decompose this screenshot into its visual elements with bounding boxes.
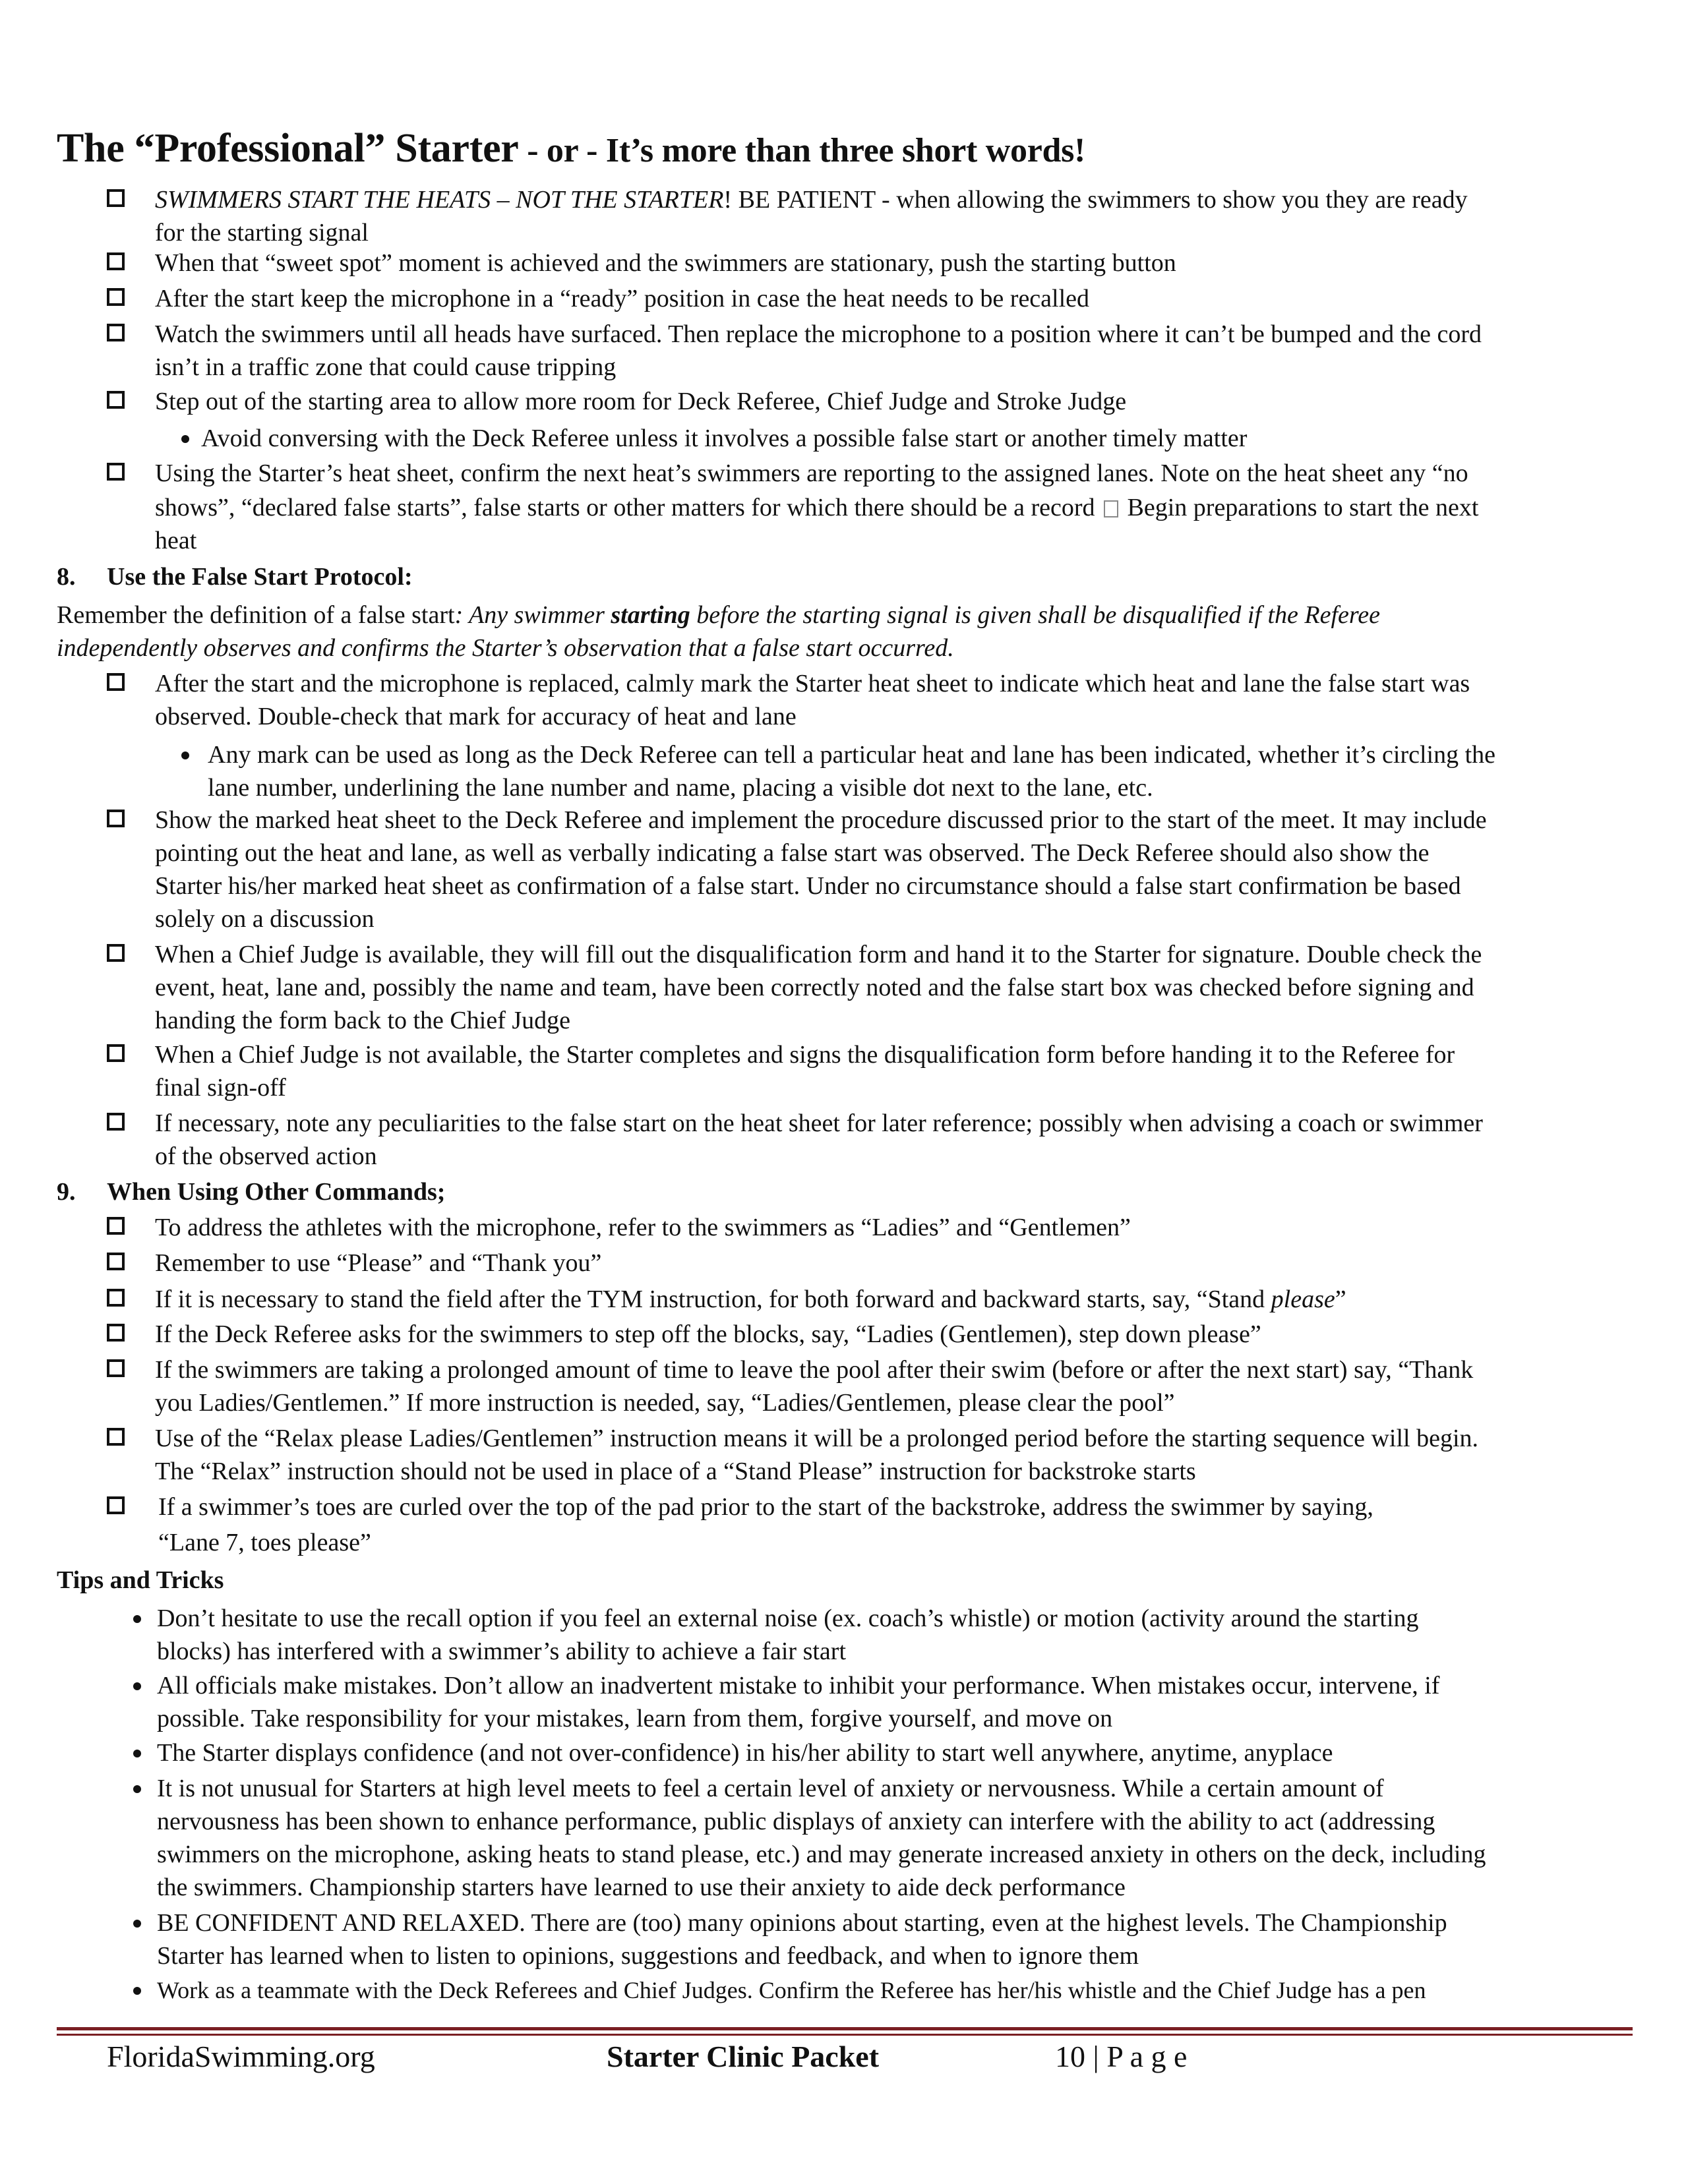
section-heading: When Using Other Commands; <box>107 1178 446 1206</box>
list-item: Watch the swimmers until all heads have surfaced. Then replace the microphone to a position where it can’t be bumped and the cord <box>155 320 1482 348</box>
footer-rule <box>57 2027 1633 2030</box>
list-item: Using the Starter’s heat sheet, confirm the next heat’s swimmers are reporting to the assigned lanes. Note on the heat sheet any “no <box>155 459 1468 487</box>
tip-item: Work as a teammate with the Deck Referees and Chief Judges. Confirm the Referee has her/his whistle and the Chief Judge has a pen <box>157 1977 1426 2003</box>
bullet-icon <box>133 1750 141 1757</box>
bullet-icon <box>133 1615 141 1623</box>
checkbox-icon <box>107 391 125 409</box>
tip-item: All officials make mistakes. Don’t allow an inadvertent mistake to inhibit your performance. When mistakes occur, intervene, if <box>157 1672 1440 1699</box>
checkbox-icon <box>107 1217 125 1235</box>
tip-item-continuation: nervousness has been shown to enhance performance, public displays of anxiety can interfere with the ability to act (addressing <box>157 1808 1435 1835</box>
tip-item: The Starter displays confidence (and not over-confidence) in his/her ability to start well anywhere, anytime, anyplace <box>157 1739 1333 1767</box>
checkbox-icon <box>107 463 125 481</box>
section-number: 8. <box>57 563 76 591</box>
list-item: Remember to use “Please” and “Thank you” <box>155 1249 602 1277</box>
list-item: If it is necessary to stand the field after the TYM instruction, for both forward and backward starts, say, “Stand please” <box>155 1285 1346 1313</box>
bullet-icon <box>181 752 189 759</box>
bullet-icon <box>133 1785 141 1793</box>
footer-page-number: 10 | P a g e <box>1055 2040 1188 2073</box>
title-subtitle: - or - It’s more than three short words! <box>518 132 1086 169</box>
list-item-continuation: heat <box>155 527 197 554</box>
footer-site: FloridaSwimming.org <box>107 2040 375 2073</box>
tip-item: Don’t hesitate to use the recall option if you feel an external noise (ex. coach’s whistle) or motion (activity around the starting <box>157 1605 1419 1632</box>
tip-item-continuation: blocks) has interfered with a swimmer’s ability to achieve a fair start <box>157 1638 846 1665</box>
list-item-continuation: “Lane 7, toes please” <box>158 1529 371 1556</box>
missing-glyph-icon <box>1104 500 1118 517</box>
checkbox-icon <box>107 810 125 827</box>
list-item: When a Chief Judge is available, they will fill out the disqualification form and hand it to the Starter for signature. Double check the <box>155 941 1482 968</box>
bullet-icon <box>133 1682 141 1690</box>
checkbox-icon <box>107 324 125 341</box>
list-item-continuation: shows”, “declared false starts”, false starts or other matters for which there should be a record Begin preparations to start the next <box>155 494 1479 521</box>
checkbox-icon <box>107 189 125 207</box>
sub-list-item-continuation: lane number, underlining the lane number and name, placing a visible dot next to the lane, etc. <box>208 774 1153 802</box>
list-item: When that “sweet spot” moment is achieved and the swimmers are stationary, push the starting button <box>155 249 1176 277</box>
list-item-continuation: of the observed action <box>155 1142 377 1170</box>
list-item-continuation: you Ladies/Gentlemen.” If more instruction is needed, say, “Ladies/Gentlemen, please clear the pool” <box>155 1389 1175 1417</box>
tips-heading: Tips and Tricks <box>57 1566 224 1594</box>
checkbox-icon <box>107 1428 125 1446</box>
tip-item: It is not unusual for Starters at high level meets to feel a certain level of anxiety or nervousness. While a certain amount of <box>157 1775 1384 1802</box>
checkbox-icon <box>107 1113 125 1131</box>
checkbox-icon <box>107 1253 125 1270</box>
list-item: Use of the “Relax please Ladies/Gentlemen” instruction means it will be a prolonged period before the starting sequence will begin. <box>155 1425 1479 1452</box>
checkbox-icon <box>107 944 125 962</box>
footer-document-title: Starter Clinic Packet <box>607 2040 880 2073</box>
tip-item: BE CONFIDENT AND RELAXED. There are (too) many opinions about starting, even at the highest levels. The Championship <box>157 1909 1447 1937</box>
list-item-continuation: handing the form back to the Chief Judge <box>155 1007 571 1034</box>
list-item: When a Chief Judge is not available, the Starter completes and signs the disqualification form before handing it to the Referee for <box>155 1041 1455 1069</box>
list-item: Step out of the starting area to allow more room for Deck Referee, Chief Judge and Stroke Judge <box>155 388 1127 415</box>
definition-text: Remember the definition of a false start: Any swimmer starting before the starting signal is given shall be disqualified if the Referee <box>57 601 1380 629</box>
checkbox-icon <box>107 673 125 691</box>
bullet-icon <box>133 1920 141 1928</box>
tip-item-continuation: swimmers on the microphone, asking heats to stand please, etc.) and may generate increased anxiety in others on the deck, including <box>157 1841 1486 1868</box>
list-item-continuation: final sign-off <box>155 1074 286 1102</box>
tip-item-continuation: the swimmers. Championship starters have learned to use their anxiety to aide deck performance <box>157 1874 1126 1901</box>
list-item: SWIMMERS START THE HEATS – NOT THE STARTER! BE PATIENT - when allowing the swimmers to show you they are ready <box>155 186 1468 214</box>
list-item: After the start and the microphone is replaced, calmly mark the Starter heat sheet to indicate which heat and lane the false start was <box>155 670 1470 697</box>
checkbox-icon <box>107 1289 125 1307</box>
list-item-continuation: Starter his/her marked heat sheet as confirmation of a false start. Under no circumstance should a false start confirmation be based <box>155 872 1461 900</box>
definition-text-continuation: independently observes and confirms the Starter’s observation that a false start occurred. <box>57 634 954 662</box>
checkbox-icon <box>107 1359 125 1377</box>
list-item-continuation: for the starting signal <box>155 219 369 247</box>
list-item: If necessary, note any peculiarities to the false start on the heat sheet for later reference; possibly when advising a coach or swimmer <box>155 1109 1483 1137</box>
list-item-continuation: solely on a discussion <box>155 905 375 933</box>
list-item-continuation: event, heat, lane and, possibly the name and team, have been correctly noted and the false start box was checked before signing and <box>155 974 1474 1001</box>
checkbox-icon <box>107 288 125 306</box>
list-item-continuation: The “Relax” instruction should not be used in place of a “Stand Please” instruction for backstroke starts <box>155 1458 1196 1485</box>
bullet-icon <box>133 1987 141 1995</box>
list-item-continuation: observed. Double-check that mark for accuracy of heat and lane <box>155 703 797 730</box>
title-main: The “Professional” Starter <box>57 126 519 171</box>
sub-list-item: Any mark can be used as long as the Deck Referee can tell a particular heat and lane has been indicated, whether it’s circling the <box>208 741 1496 769</box>
checkbox-icon <box>107 1044 125 1062</box>
checkbox-icon <box>107 1496 125 1514</box>
tip-item-continuation: Starter has learned when to listen to opinions, suggestions and feedback, and when to ignore them <box>157 1942 1139 1970</box>
section-heading: Use the False Start Protocol: <box>107 563 413 591</box>
list-item: Show the marked heat sheet to the Deck Referee and implement the procedure discussed prior to the start of the meet. It may include <box>155 806 1487 834</box>
list-item: To address the athletes with the microphone, refer to the swimmers as “Ladies” and “Gentlemen” <box>155 1214 1131 1241</box>
bullet-icon <box>181 435 189 443</box>
list-item: After the start keep the microphone in a “ready” position in case the heat needs to be recalled <box>155 285 1090 312</box>
list-item: If the Deck Referee asks for the swimmers to step off the blocks, say, “Ladies (Gentlemen), step down please” <box>155 1320 1261 1348</box>
sub-list-item: Avoid conversing with the Deck Referee unless it involves a possible false start or another timely matter <box>201 425 1248 452</box>
page-title <box>57 125 1085 172</box>
checkbox-icon <box>107 1324 125 1342</box>
section-number: 9. <box>57 1178 76 1206</box>
list-item-continuation: isn’t in a traffic zone that could cause tripping <box>155 353 617 381</box>
list-item-continuation: pointing out the heat and lane, as well as verbally indicating a false start was observed. The Deck Referee should also show the <box>155 839 1430 867</box>
list-item: If the swimmers are taking a prolonged amount of time to leave the pool after their swim (before or after the next start) say, “Thank <box>155 1356 1474 1384</box>
tip-item-continuation: possible. Take responsibility for your mistakes, learn from them, forgive yourself, and move on <box>157 1705 1113 1732</box>
checkbox-icon <box>107 252 125 270</box>
list-item: If a swimmer’s toes are curled over the top of the pad prior to the start of the backstroke, address the swimmer by saying, <box>158 1493 1373 1521</box>
